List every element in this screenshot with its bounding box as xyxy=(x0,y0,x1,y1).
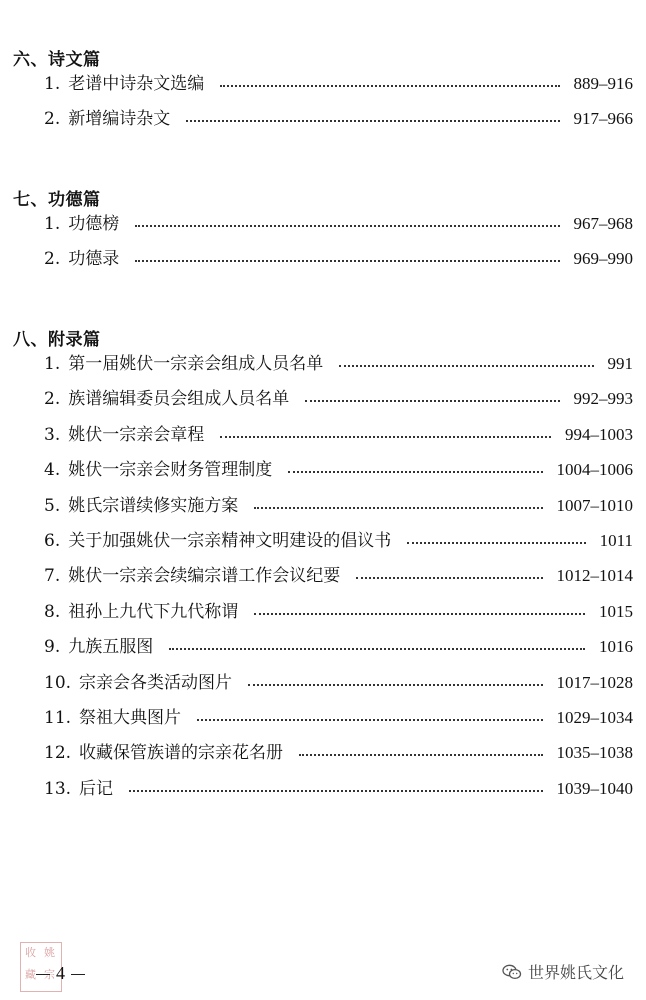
entry-number: 9. xyxy=(44,637,61,658)
entry-number: 1. xyxy=(44,74,61,94)
entry-pages: 1012–1014 xyxy=(556,566,633,586)
entry-title: 姚伏一宗亲会财务管理制度 xyxy=(68,460,273,481)
entry-title: 姚氏宗谱续修实施方案 xyxy=(68,495,239,516)
entry-pages: 1017–1028 xyxy=(556,672,633,692)
dot-leader xyxy=(299,754,542,756)
toc-entry[interactable] xyxy=(44,423,633,447)
dash-left xyxy=(36,974,50,975)
entry-title: 族谱编辑委员会组成人员名单 xyxy=(68,389,290,410)
entry-pages: 994–1003 xyxy=(565,424,633,444)
entry-number: 10. xyxy=(44,672,72,693)
entry-title: 祖孙上九代下九代称谓 xyxy=(68,601,239,622)
entry-pages: 1011 xyxy=(599,531,633,550)
section-title: 八、附录篇 xyxy=(13,330,101,350)
entry-number: 4. xyxy=(44,460,61,481)
entry-title: 第一届姚伏一宗亲会组成人员名单 xyxy=(68,354,324,374)
toc-entry[interactable] xyxy=(44,777,633,801)
entry-number: 12. xyxy=(44,743,72,764)
entry-title: 九族五服图 xyxy=(68,637,154,658)
dot-leader xyxy=(135,225,559,227)
toc-entry[interactable] xyxy=(44,72,633,96)
entry-pages: 1039–1040 xyxy=(556,778,633,798)
toc-entry[interactable] xyxy=(44,635,633,659)
section-title: 六、诗文篇 xyxy=(13,50,101,70)
entry-pages: 969–990 xyxy=(573,249,633,269)
entry-pages: 1016 xyxy=(599,637,633,657)
entry-pages: 1035–1038 xyxy=(556,743,633,763)
seal-char: 姚 xyxy=(44,946,55,959)
toc-entry[interactable] xyxy=(44,387,633,411)
dot-leader xyxy=(186,120,559,122)
entry-title: 功德录 xyxy=(68,249,120,270)
dot-leader xyxy=(356,577,542,579)
entry-number: 2. xyxy=(44,389,61,410)
entry-title: 老谱中诗杂文选编 xyxy=(68,74,205,94)
section-title: 七、功德篇 xyxy=(13,190,101,210)
dot-leader xyxy=(169,648,585,650)
toc-entry[interactable] xyxy=(44,212,633,236)
entry-number: 2. xyxy=(44,249,61,270)
dot-leader xyxy=(254,613,585,615)
entry-pages: 917–966 xyxy=(573,109,633,129)
toc-entry[interactable] xyxy=(44,458,633,482)
page-number-value: 4 xyxy=(56,963,65,983)
dot-leader xyxy=(220,85,559,87)
dot-leader xyxy=(407,542,585,544)
entry-title: 功德榜 xyxy=(68,214,120,234)
watermark-text: 世界姚氏文化 xyxy=(527,963,624,982)
toc-entry[interactable] xyxy=(44,671,633,695)
toc-entry[interactable] xyxy=(44,494,633,518)
entry-pages: 1015 xyxy=(599,601,633,621)
dash-right xyxy=(71,974,85,975)
toc-entry[interactable] xyxy=(44,107,633,131)
toc-entry[interactable] xyxy=(44,706,633,730)
entry-title: 后记 xyxy=(79,778,114,799)
seal-char: 藏 xyxy=(25,968,36,981)
toc-entry[interactable] xyxy=(44,352,633,376)
entry-number: 7. xyxy=(44,566,61,587)
dot-leader xyxy=(135,260,559,262)
toc-entry[interactable] xyxy=(44,247,633,271)
toc-entry[interactable] xyxy=(44,741,633,765)
entry-title: 新增编诗杂文 xyxy=(68,109,171,130)
entry-pages: 991 xyxy=(607,354,633,373)
entry-number: 3. xyxy=(44,424,61,445)
dot-leader xyxy=(129,790,542,792)
dot-leader xyxy=(339,365,593,367)
toc-entry[interactable] xyxy=(44,529,633,553)
entry-number: 11. xyxy=(44,708,72,728)
entry-number: 8. xyxy=(44,601,61,622)
dot-leader xyxy=(288,471,542,473)
dot-leader xyxy=(254,507,542,509)
entry-title: 姚伏一宗亲会续编宗谱工作会议纪要 xyxy=(68,566,341,587)
entry-title: 姚伏一宗亲会章程 xyxy=(68,424,205,445)
entry-title: 收藏保管族谱的宗亲花名册 xyxy=(79,743,284,764)
seal-char: 收 xyxy=(25,946,36,959)
page-number xyxy=(30,962,91,984)
watermark xyxy=(502,960,624,983)
seal-char: 宗 xyxy=(44,968,55,981)
toc-entry[interactable] xyxy=(44,600,633,624)
dot-leader xyxy=(248,684,542,686)
entry-number: 13. xyxy=(44,778,72,799)
entry-number: 1. xyxy=(44,214,61,234)
entry-number: 2. xyxy=(44,109,61,130)
entry-pages: 992–993 xyxy=(573,389,633,409)
entry-pages: 1004–1006 xyxy=(556,460,633,480)
entry-pages: 1007–1010 xyxy=(556,495,633,515)
entry-number: 5. xyxy=(44,495,61,516)
dot-leader xyxy=(220,436,551,438)
dot-leader xyxy=(305,400,559,402)
dot-leader xyxy=(197,719,542,721)
entry-pages: 889–916 xyxy=(573,74,633,93)
entry-number: 6. xyxy=(44,531,61,551)
entry-number: 1. xyxy=(44,354,61,374)
wechat-icon xyxy=(502,964,522,980)
entry-title: 祭祖大典图片 xyxy=(79,708,182,728)
entry-title: 关于加强姚伏一宗亲精神文明建设的倡议书 xyxy=(68,531,392,551)
entry-pages: 1029–1034 xyxy=(556,708,633,727)
entry-title: 宗亲会各类活动图片 xyxy=(79,672,233,693)
toc-entry[interactable] xyxy=(44,564,633,588)
entry-pages: 967–968 xyxy=(573,214,633,233)
